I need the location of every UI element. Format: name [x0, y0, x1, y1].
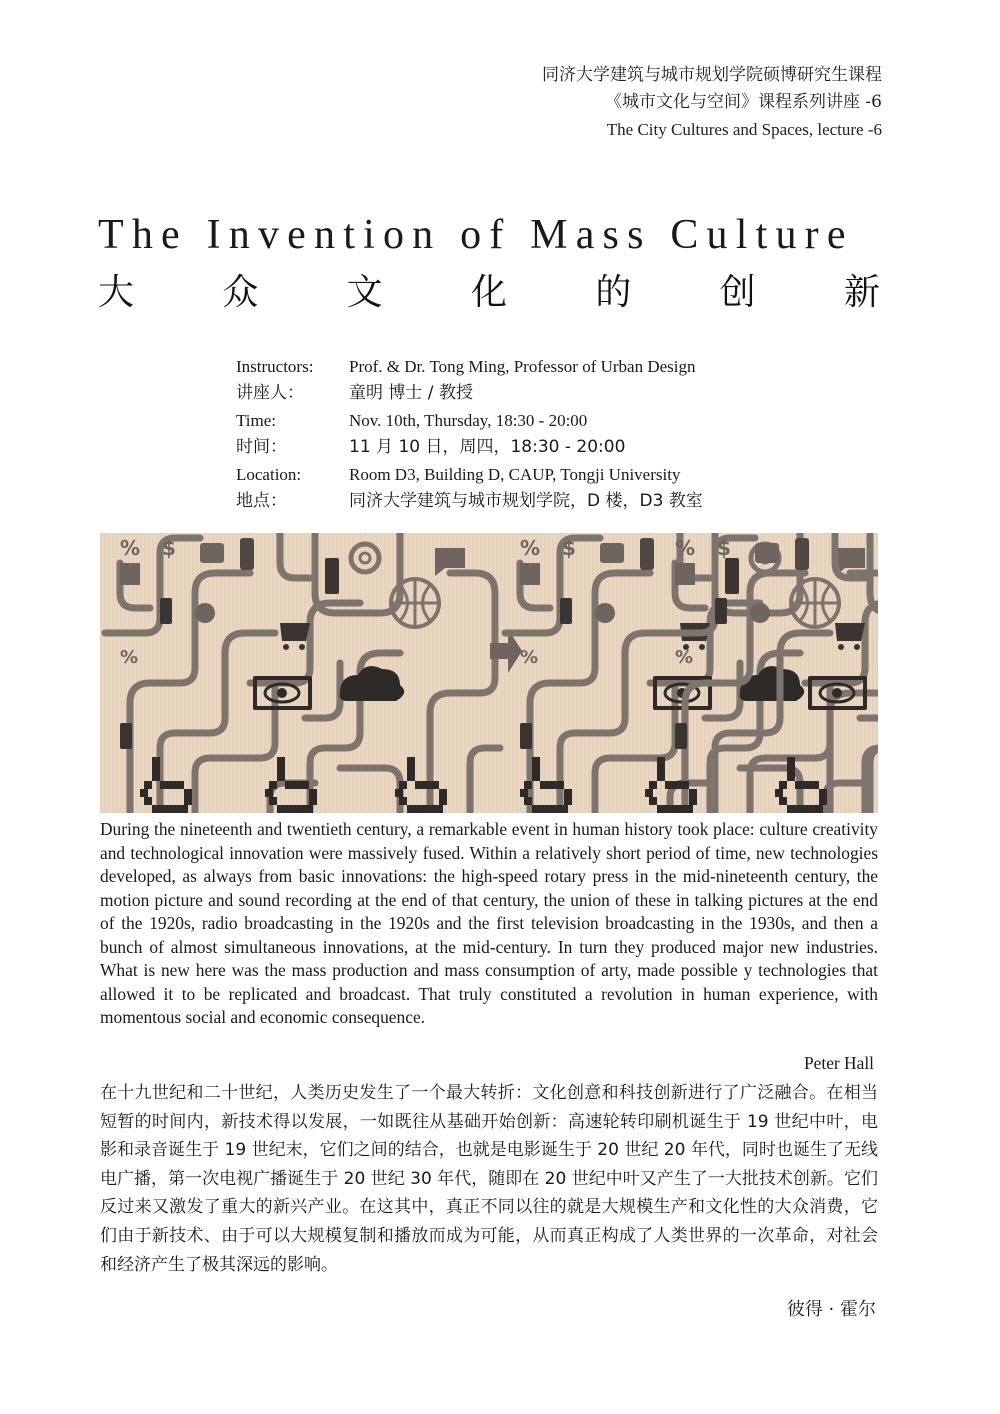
info-label: 地点：	[236, 491, 287, 511]
info-label: Location:	[236, 465, 302, 484]
info-row-time	[236, 407, 703, 434]
info-value: Nov. 10th, Thursday, 18:30 - 20:00	[349, 411, 588, 430]
lecture-info	[236, 353, 703, 515]
info-label: 时间：	[236, 437, 287, 457]
quote-author-chinese: 彼得 · 霍尔	[786, 1299, 876, 1320]
info-row-lecturer-cn	[236, 380, 703, 407]
info-row-instructors	[236, 353, 703, 380]
info-label: 讲座人：	[236, 383, 304, 403]
title-char: 的	[595, 272, 632, 313]
info-value: Room D3, Building D, CAUP, Tongji University	[349, 465, 681, 484]
info-value: Prof. & Dr. Tong Ming, Professor of Urban Design	[349, 357, 696, 376]
info-row-location-cn	[236, 488, 703, 515]
info-label: Time:	[236, 411, 277, 430]
quote-author-english: Peter Hall	[803, 1053, 874, 1073]
title-char: 大	[98, 272, 135, 313]
course-header	[542, 62, 882, 143]
info-value: 11 月 10 日，周四，18:30 - 20:00	[349, 437, 626, 457]
description-chinese: 在十九世纪和二十世纪，人类历史发生了一个最大转折：文化创意和科技创新进行了广泛融合。在相当短暂的时间内，新技术得以发展，一如既往从基础开始创新：高速轮转印刷机诞生于 19 世纪中叶，电影和录音诞生于 19 世纪末，它们之间的结合，也就是电影诞生于 20 世纪 20 年代，同时也诞生了无线电广播，第一次电视广播诞生于 20 世纪 30 年代，随即在 20 世纪中叶又产生了一大批技术创新。它们反过来又激发了重大的新兴产业。在这其中，真正不同以往的就是大规模生产和文化性的大众消费，它们由于新技术、由于可以大规模复制和播放而成为可能，从而真正构成了人类世界的一次革命，对社会和经济产生了极其深远的影响。	[100, 1083, 878, 1275]
info-value: 同济大学建筑与城市规划学院，D 楼，D3 教室	[349, 491, 703, 511]
description-english: During the nineteenth and twentieth century, a remarkable event in human history took place: culture creativity and technological innovation were massively fused. Within a relatively short period of time, new technologies developed, as always from basic innovations: the high-speed rotary press in the mid-nineteenth century, the motion picture and sound recording at the end of that century, the union of these in talking pictures at the end of the 1920s, radio broadcasting in the 1920s and the first television broadcasting in the 1930s, and then a bunch of almost simultaneous innovations, at the mid-century. In turn they produced major new industries. What is new here was the mass production and mass consumption of arty, made possible y technologies that allowed it to be replicated and broadcast. That truly constituted a revolution in human experience, with momentous social and economic consequence.	[100, 819, 878, 1027]
title-char: 创	[719, 272, 756, 313]
title-char: 众	[222, 272, 259, 313]
info-row-location	[236, 461, 703, 488]
technology-network-illustration	[100, 533, 878, 813]
header-series-english: The City Cultures and Spaces, lecture -6	[606, 120, 882, 139]
info-value: 童明 博士 / 教授	[349, 383, 473, 403]
illustration-svg	[100, 533, 878, 813]
title-char: 文	[346, 272, 383, 313]
header-series-name: 《城市文化与空间》课程系列讲座 -6	[605, 92, 882, 112]
info-row-time-cn	[236, 434, 703, 461]
title-english: The Invention of Mass Culture	[98, 212, 854, 258]
title-char: 新	[843, 272, 880, 313]
info-label: Instructors:	[236, 357, 314, 376]
title-chinese	[98, 268, 880, 318]
header-course-name: 同济大学建筑与城市规划学院硕博研究生课程	[542, 65, 882, 85]
title-char: 化	[470, 272, 507, 313]
